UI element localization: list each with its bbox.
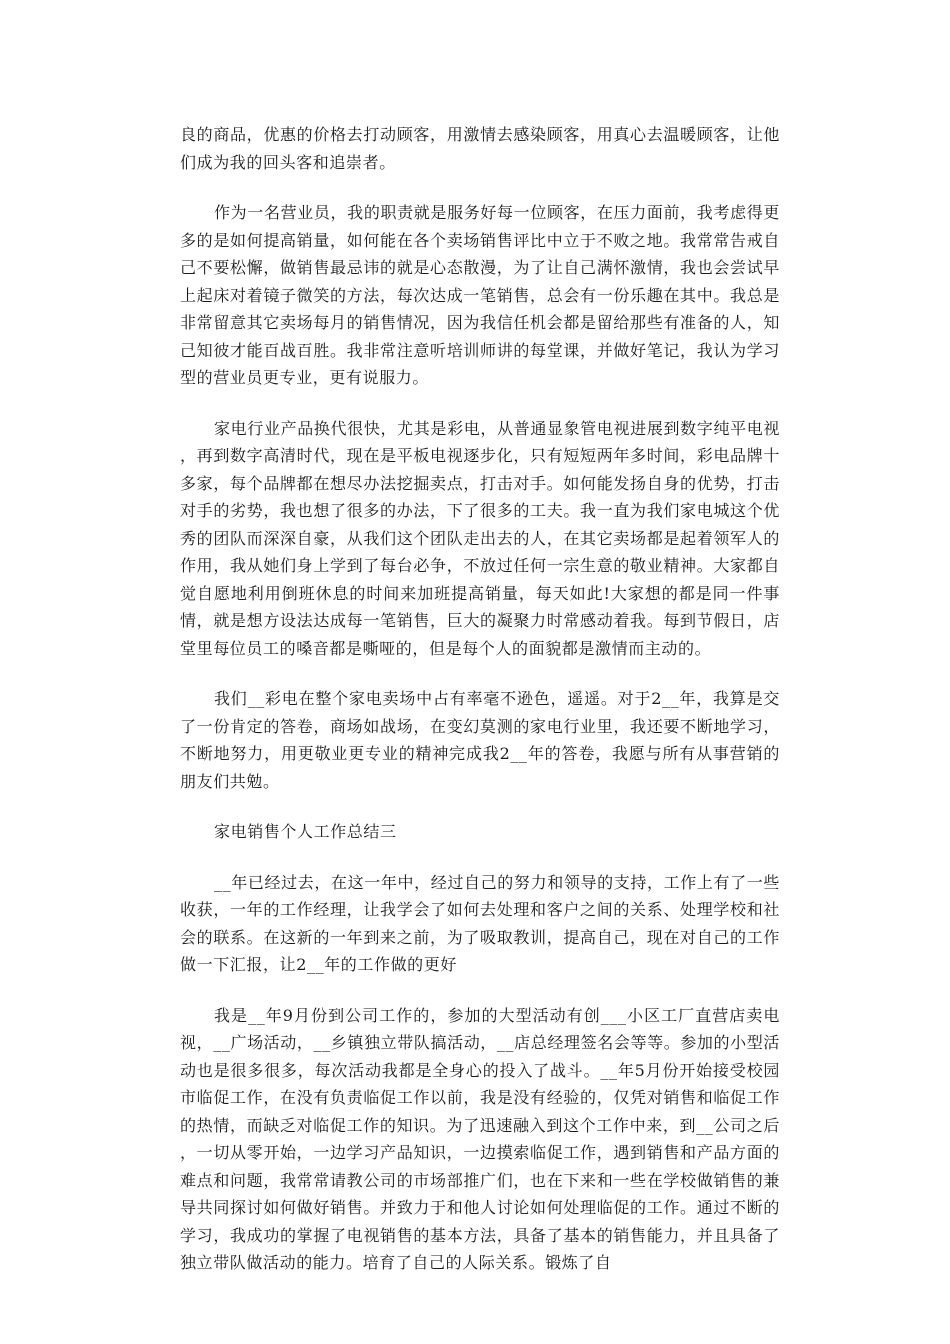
paragraph-market-share: 我们__彩电在整个家电卖场中占有率毫不逊色，遥遥。对于2__年，我算是交了一份肯定的答卷，商场如战场，在变幻莫测的家电行业里，我还要不断地学习，不断地努力，用更敬业更专业的精神完成我2__年的答卷，我愿与所有从事营销的朋友们共勉。 xyxy=(180,689,780,791)
document-body xyxy=(180,121,780,1300)
paragraph-salesperson-duty: 作为一名营业员，我的职责就是服务好每一位顾客，在压力面前，我考虑得更多的是如何提高销量，如何能在各个卖场销售评比中立于不败之地。我常常告戒自己不要松懈，做销售最忌讳的就是心态散漫，为了让自己满怀激情，我也会尝试早上起床对着镜子微笑的方法，每次达成一笔销售，总会有一份乐趣在其中。我总是非常留意其它卖场每月的销售情况，因为我信任机会都是留给那些有准备的人，知己知彼才能百战百胜。我非常注意听培训师讲的每堂课，并做好笔记，我认为学习型的营业员更专业，更有说服力。 xyxy=(180,203,780,387)
section-heading: 家电销售个人工作总结三 xyxy=(214,822,397,841)
paragraph-industry-change: 家电行业产品换代很快，尤其是彩电，从普通显象管电视进展到数字纯平电视，再到数字高清时代，现在是平板电视逐步化，只有短短两年多时间，彩电品牌十多家，每个品牌都在想尽办法挖掘卖点，打击对手。如何能发扬自身的优势，打击对手的劣势，我也想了很多的办法，下了很多的工夫。我一直为我们家电城这个优秀的团队而深深自豪，从我们这个团队走出去的人，在其它卖场都是起着领军人的作用，我从她们身上学到了每台必争，不放过任何一宗生意的敬业精神。大家都自觉自愿地利用倒班休息的时间来加班提高销量，每天如此!大家想的都是同一件事情，就是想方设法达成每一笔销售，巨大的凝聚力时常感动着我。每到节假日，店堂里每位员工的嗓音都是嘶哑的，但是每个人的面貌都是激情而主动的。 xyxy=(180,418,780,658)
paragraph-continuation: 良的商品，优惠的价格去打动顾客，用激情去感染顾客，用真心去温暖顾客，让他们成为我的回头客和追崇者。 xyxy=(180,125,780,172)
paragraph-work-history: 我是__年9月份到公司工作的，参加的大型活动有创___小区工厂直营店卖电视，__广场活动，__乡镇独立带队搞活动，__店总经理签名会等等。参加的小型活动也是很多很多，每次活动我都是全身心的投入了战斗。__年5月份开始接受校园市临促工作，在没有负责临促工作以前，我是没有经验的，仅凭对销售和临促工作的热情，而缺乏对临促工作的知识。为了迅速融入到这个工作中来，到__公司之后，一切从零开始，一边学习产品知识，一边摸索临促工作，遇到销售和产品方面的难点和问题，我常常请教公司的市场部推广们，也在下来和一些在学校做销售的兼导共同探讨如何做好销售。并致力于和他人讨论如何处理临促的工作。通过不断的学习，我成功的掌握了电视销售的基本方法，具备了基本的销售能力，并且具备了独立带队做活动的能力。培育了自己的人际关系。锻炼了自 xyxy=(180,1005,780,1272)
paragraph-year-review: __年已经过去，在这一年中，经过自己的努力和领导的支持，工作上有了一些收获，一年的工作经理，让我学会了如何去处理和客户之间的关系、处理学校和社会的联系。在这新的一年到来之前，为了吸取教训，提高自己，现在对自己的工作做一下汇报，让2__年的工作做的更好 xyxy=(180,872,780,974)
